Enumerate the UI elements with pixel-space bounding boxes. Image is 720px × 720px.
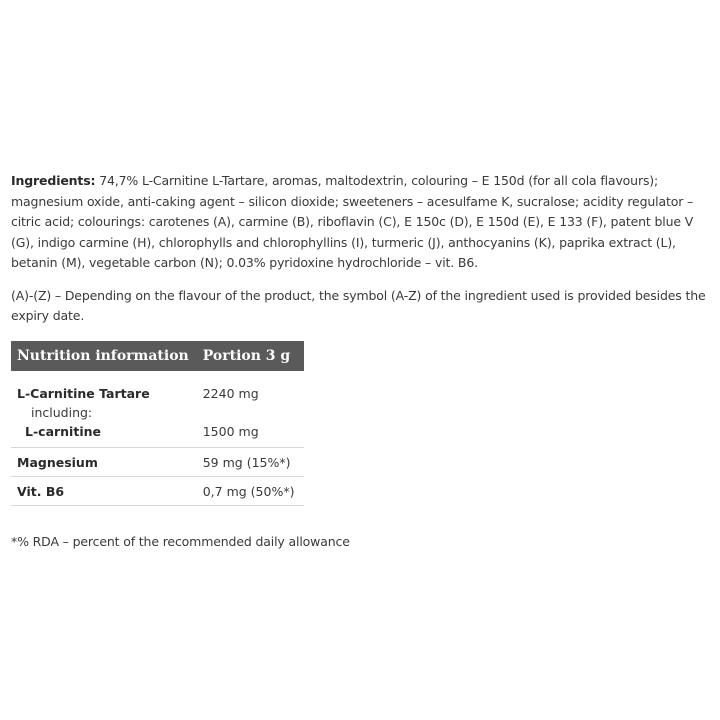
header-nutrition-information: Nutrition information [11,341,197,371]
header-portion: Portion 3 g [197,341,304,371]
row-label: Magnesium [11,447,197,476]
row-value: 59 mg (15%*) [197,447,304,476]
row-sublabel-including: including: [31,404,93,420]
row-label: Vit. B6 [11,476,197,505]
table-row [11,447,304,476]
row-value-cell [197,371,304,448]
row-label: L-Carnitine Tartare [17,385,150,401]
row-value: 2240 mg [202,385,259,401]
product-info [11,171,711,549]
rda-footnote: *% RDA – percent of the recommended daily allowance [11,533,350,549]
row-value: 0,7 mg (50%*) [197,476,304,505]
flavour-symbol-note: (A)-(Z) – Depending on the flavour of the product, the symbol (A-Z) of the ingredient used is provided besides the expiry date. [11,287,706,323]
ingredients-heading: Ingredients: [11,173,96,188]
row-sublabel: L-carnitine [25,423,101,439]
ingredients-paragraph [11,171,711,274]
ingredients-text: 74,7% L-Carnitine L-Tartare, aromas, maltodextrin, colouring – E 150d (for all cola flavours); magnesium oxide, anti-caking agent – silicon dioxide; sweeteners – acesulfame K, sucralose; acidity regulator – citric acid; colourings: carotenes (A), carmine (B), riboflavin (C), E 150c (D), E 150d (E), E 133 (F), patent blue V (G), indigo carmine (H), chlorophylls and chlorophyllins (I), turmeric (J), anthocyanins (K), paprika extract (L), betanin (M), vegetable carbon (N); 0.03% pyridoxine hydrochloride – vit. B6. [11,173,694,270]
row-subvalue: 1500 mg [202,423,259,439]
table-row [11,371,304,448]
table-row [11,476,304,505]
row-label-cell [11,371,197,448]
nutrition-table [11,341,304,506]
nutrition-table-header [11,341,304,371]
